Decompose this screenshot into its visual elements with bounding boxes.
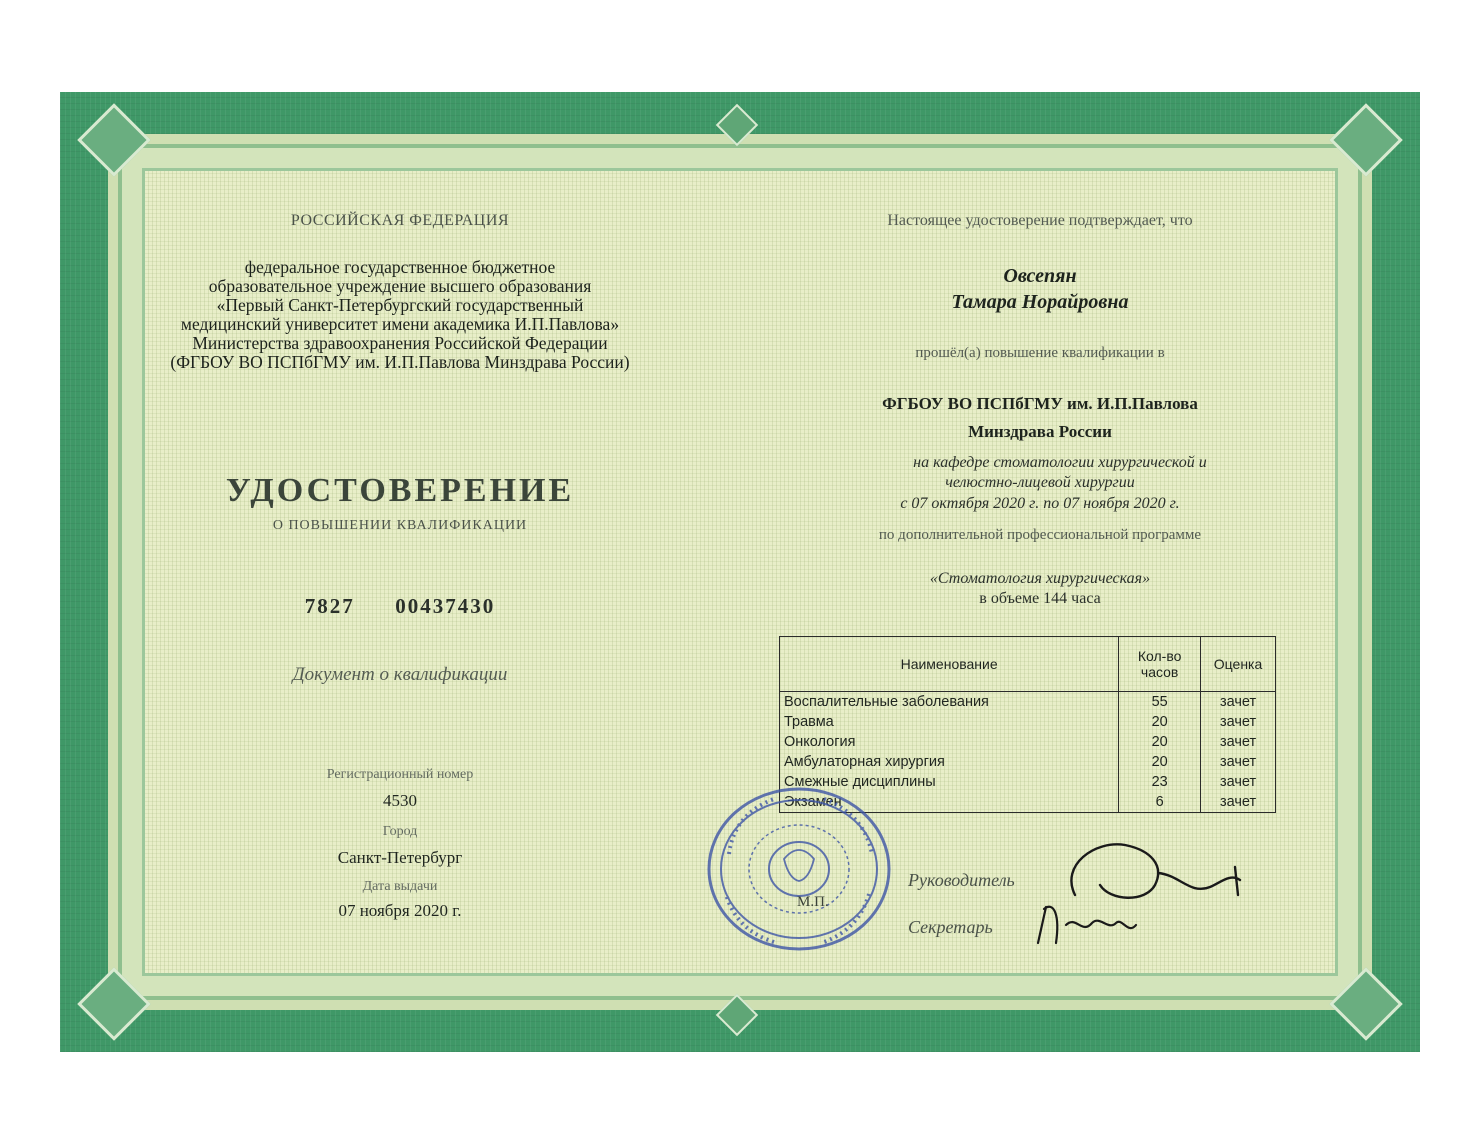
- program-volume: в объеме 144 часа: [979, 590, 1101, 607]
- program-label: по дополнительной профессиональной программе: [878, 527, 1202, 543]
- subject-grade: зачет: [1201, 752, 1276, 772]
- document-subtitle: О ПОВЫШЕНИИ КВАЛИФИКАЦИИ: [272, 518, 528, 533]
- org-line: образовательное учреждение высшего образования: [208, 276, 592, 296]
- subject-hours: 20: [1119, 712, 1201, 732]
- city: Санкт-Петербург: [337, 848, 463, 867]
- org-line: медицинский университет имени академика И.П.Павлова»: [180, 314, 620, 334]
- number: 00437430: [395, 594, 496, 618]
- holder-given-names: Тамара Норайровна: [951, 291, 1129, 313]
- head-signature-label: Руководитель: [908, 870, 1015, 890]
- subject-name: Онкология: [780, 732, 1119, 752]
- subject-name: Экзамен: [780, 792, 1119, 813]
- training-period: с 07 октября 2020 г. по 07 ноября 2020 г.: [900, 495, 1180, 512]
- seal-mark: М.П.: [797, 894, 829, 910]
- col-header-grade: Оценка: [1201, 637, 1276, 692]
- col-header-name: Наименование: [780, 637, 1119, 692]
- org-line: Министерства здравоохранения Российской Федерации: [192, 333, 608, 353]
- subject-hours: 6: [1119, 792, 1201, 813]
- table-row: [780, 752, 1276, 772]
- department-line-1: на кафедре стоматологии хирургической и: [913, 454, 1207, 471]
- subject-hours: 55: [1119, 692, 1201, 713]
- table-row: [780, 692, 1276, 713]
- table-header-row: [780, 637, 1276, 692]
- document-type: Документ о квалификации: [292, 664, 508, 685]
- secretary-signature: [1020, 895, 1150, 955]
- table-row: [780, 712, 1276, 732]
- country-name: РОССИЙСКАЯ ФЕДЕРАЦИЯ: [290, 212, 510, 229]
- subject-grade: зачет: [1201, 712, 1276, 732]
- subject-grade: зачет: [1201, 772, 1276, 792]
- holder-surname: Овсепян: [1003, 265, 1077, 287]
- subject-hours: 20: [1119, 732, 1201, 752]
- issuer-organization: [150, 258, 650, 372]
- issue-date: 07 ноября 2020 г.: [338, 901, 462, 920]
- series: 7827: [304, 594, 355, 618]
- col-header-hours: Кол-во часов: [1119, 637, 1201, 692]
- subject-name: Воспалительные заболевания: [780, 692, 1119, 713]
- issue-date-label: Дата выдачи: [362, 879, 438, 894]
- institution-line-2: Минздрава России: [968, 422, 1112, 441]
- city-label: Город: [382, 824, 418, 839]
- reg-number-label: Регистрационный номер: [326, 767, 474, 782]
- confirm-text: Настоящее удостоверение подтверждает, что: [887, 212, 1193, 229]
- subject-name: Травма: [780, 712, 1119, 732]
- org-line: «Первый Санкт-Петербургский государственный: [216, 295, 584, 315]
- subject-name: Смежные дисциплины: [780, 772, 1119, 792]
- document-title: УДОСТОВЕРЕНИЕ: [225, 472, 575, 509]
- institution-line-1: ФГБОУ ВО ПСПбГМУ им. И.П.Павлова: [882, 394, 1198, 413]
- subject-name: Амбулаторная хирургия: [780, 752, 1119, 772]
- program-name: «Стоматология хирургическая»: [929, 570, 1151, 587]
- official-seal-stamp: [704, 784, 894, 954]
- org-line: (ФГБОУ ВО ПСПбГМУ им. И.П.Павлова Минздрава России): [170, 352, 630, 372]
- subject-grade: зачет: [1201, 792, 1276, 813]
- table-row: [780, 732, 1276, 752]
- reg-number: 4530: [383, 791, 417, 810]
- subject-grade: зачет: [1201, 692, 1276, 713]
- subject-hours: 20: [1119, 752, 1201, 772]
- document-serial-number: [150, 594, 650, 619]
- secretary-signature-label: Секретарь: [908, 917, 993, 937]
- department-line-2: челюстно-лицевой хирургии: [945, 474, 1135, 491]
- passed-text: прошёл(а) повышение квалификации в: [915, 345, 1165, 361]
- org-line: федеральное государственное бюджетное: [244, 257, 556, 277]
- subject-hours: 23: [1119, 772, 1201, 792]
- subject-grade: зачет: [1201, 732, 1276, 752]
